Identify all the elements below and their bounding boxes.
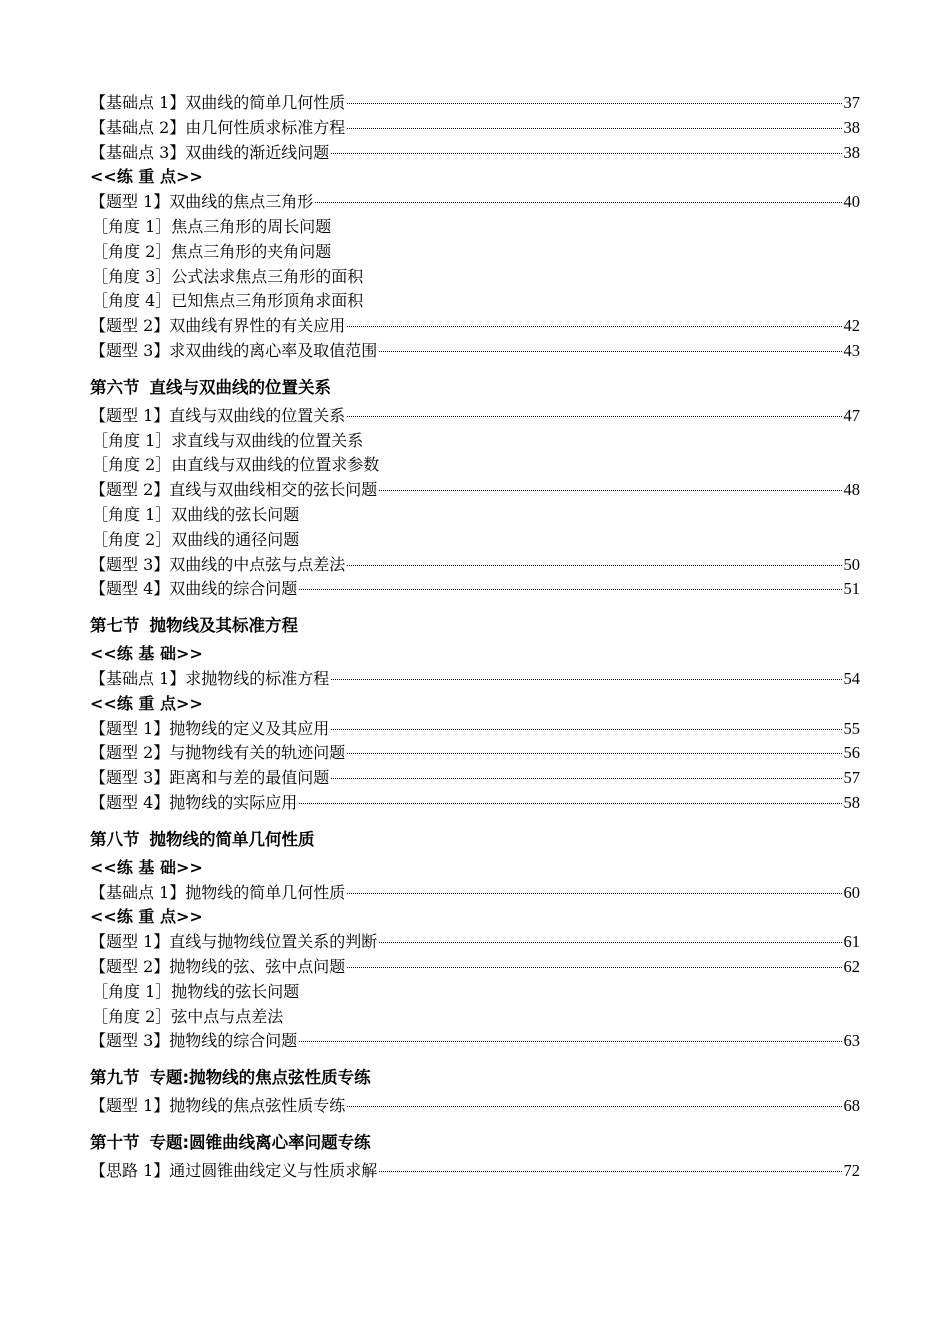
toc-sub-entry[interactable] [90,503,860,528]
toc-sub-entry-label: ［角度 1］双曲线的弦长问题 [92,504,300,524]
dot-leader [347,753,841,754]
toc-sub-entry-label: ［角度 2］由直线与双曲线的位置求参数 [92,455,380,475]
toc-page-number: 68 [843,1096,860,1116]
practice-label [90,165,860,190]
section-title: 专题:圆锥曲线离心率问题专练 [149,1132,371,1152]
toc-sub-entry[interactable] [90,1005,860,1030]
dot-leader [299,1041,841,1042]
practice-label [90,856,860,881]
toc-page-number: 48 [843,480,860,500]
toc-sub-entry[interactable] [90,980,860,1005]
toc-page-number: 43 [843,340,860,360]
toc-sub-entry-label: ［角度 2］焦点三角形的夹角问题 [92,241,332,261]
toc-page-number: 61 [843,932,860,952]
toc-entry-label: 【题型 4】抛物线的实际应用 [90,792,298,812]
toc-entry-label: 【题型 2】双曲线有界性的有关应用 [90,316,346,336]
toc-page-number: 50 [843,554,860,574]
toc-entry[interactable] [90,766,860,791]
toc-entry-label: 【基础点 1】求抛物线的标准方程 [90,668,330,688]
toc-sub-entry[interactable] [90,215,860,240]
toc-sub-entry[interactable] [90,265,860,290]
dot-leader [315,202,841,203]
dot-leader [379,490,841,491]
section-number: 第九节 [90,1068,140,1088]
toc-sub-entry[interactable] [90,240,860,265]
toc-page-number: 63 [843,1031,860,1051]
toc-entry-label: 【题型 1】直线与双曲线的位置关系 [90,405,346,425]
practice-label [90,642,860,667]
toc-page-number: 38 [843,117,860,137]
toc-entry[interactable] [90,667,860,692]
dot-leader [347,103,841,104]
toc-sub-entry-label: ［角度 3］公式法求焦点三角形的面积 [92,266,364,286]
toc-entry[interactable] [90,881,860,906]
dot-leader [379,351,841,352]
dot-leader [347,967,841,968]
toc-entry[interactable] [90,91,860,116]
section-number: 第七节 [90,616,140,636]
toc-page-number: 62 [843,956,860,976]
section-number: 第八节 [90,829,140,849]
dot-leader [331,679,841,680]
toc-page-number: 58 [843,792,860,812]
toc-entry-label: 【题型 1】双曲线的焦点三角形 [90,192,314,212]
toc-entry[interactable] [90,791,860,816]
toc-page-number: 47 [843,405,860,425]
toc-entry-label: 【题型 3】求双曲线的离心率及取值范围 [90,340,378,360]
toc-entry-label: 【题型 3】距离和与差的最值问题 [90,768,330,788]
toc-entry-label: 【基础点 2】由几何性质求标准方程 [90,117,346,137]
dot-leader [347,565,841,566]
toc-sub-entry-label: ［角度 2］双曲线的通径问题 [92,529,300,549]
toc-entry[interactable] [90,141,860,166]
toc-sub-entry-label: ［角度 1］求直线与双曲线的位置关系 [92,430,364,450]
toc-entry-label: 【题型 2】抛物线的弦、弦中点问题 [90,956,346,976]
toc-entry-label: 【题型 2】与抛物线有关的轨迹问题 [90,743,346,763]
toc-entry-label: 【题型 2】直线与双曲线相交的弦长问题 [90,480,378,500]
toc-entry[interactable] [90,478,860,503]
toc-sub-entry[interactable] [90,289,860,314]
dot-leader [347,128,841,129]
section-number: 第十节 [90,1132,140,1152]
dot-leader [331,778,841,779]
toc-page-number: 51 [843,579,860,599]
practice-label-text: <<练 重 点>> [90,907,203,927]
toc-entry[interactable] [90,1094,860,1119]
toc-entry[interactable] [90,955,860,980]
toc-entry[interactable] [90,930,860,955]
toc-sub-entry[interactable] [90,528,860,553]
toc-page-number: 40 [843,192,860,212]
section-heading [90,1065,860,1091]
dot-leader [347,416,841,417]
table-of-contents [90,91,860,1184]
section-title: 直线与双曲线的位置关系 [149,377,331,397]
practice-label-text: <<练 基 础>> [90,857,203,877]
dot-leader [347,893,841,894]
practice-label [90,905,860,930]
toc-entry[interactable] [90,339,860,364]
dot-leader [331,153,841,154]
toc-sub-entry[interactable] [90,453,860,478]
toc-entry-label: 【基础点 3】双曲线的渐近线问题 [90,142,330,162]
toc-sub-entry-label: ［角度 1］焦点三角形的周长问题 [92,216,332,236]
toc-entry-label: 【题型 1】直线与抛物线位置关系的判断 [90,932,378,952]
toc-entry-label: 【题型 3】双曲线的中点弦与点差法 [90,554,346,574]
section-heading [90,1130,860,1156]
toc-entry[interactable] [90,314,860,339]
toc-sub-entry[interactable] [90,429,860,454]
toc-page-number: 54 [843,668,860,688]
toc-entry[interactable] [90,717,860,742]
toc-entry[interactable] [90,1159,860,1184]
practice-label-text: <<练 重 点>> [90,693,203,713]
toc-page-number: 38 [843,142,860,162]
toc-page-number: 60 [843,882,860,902]
section-number: 第六节 [90,377,140,397]
toc-page-number: 55 [843,718,860,738]
toc-entry[interactable] [90,190,860,215]
toc-page-number: 42 [843,316,860,336]
toc-page-number: 56 [843,743,860,763]
toc-entry-label: 【题型 4】双曲线的综合问题 [90,579,298,599]
dot-leader [347,326,841,327]
toc-entry[interactable] [90,116,860,141]
toc-entry-label: 【题型 3】抛物线的综合问题 [90,1031,298,1051]
practice-label-text: <<练 基 础>> [90,644,203,664]
toc-entry-label: 【基础点 1】抛物线的简单几何性质 [90,882,346,902]
toc-page-number: 37 [843,93,860,112]
practice-label [90,692,860,717]
section-heading [90,613,860,639]
section-heading [90,375,860,401]
toc-entry[interactable] [90,741,860,766]
toc-entry[interactable] [90,1029,860,1054]
toc-sub-entry-label: ［角度 1］抛物线的弦长问题 [92,981,300,1001]
practice-label-text: <<练 重 点>> [90,167,203,187]
dot-leader [331,729,841,730]
section-title: 专题:抛物线的焦点弦性质专练 [149,1068,371,1088]
toc-entry[interactable] [90,553,860,578]
section-heading [90,827,860,853]
toc-page-number: 57 [843,768,860,788]
toc-sub-entry-label: ［角度 2］弦中点与点差法 [92,1006,284,1026]
section-title: 抛物线的简单几何性质 [149,829,315,849]
toc-entry-label: 【思路 1】通过圆锥曲线定义与性质求解 [90,1160,378,1180]
toc-entry-label: 【基础点 1】双曲线的简单几何性质 [90,93,346,112]
toc-entry-label: 【题型 1】抛物线的定义及其应用 [90,718,330,738]
toc-page-number: 72 [843,1160,860,1180]
dot-leader [379,942,841,943]
dot-leader [299,803,841,804]
dot-leader [347,1106,841,1107]
toc-sub-entry-label: ［角度 4］已知焦点三角形顶角求面积 [92,291,364,311]
toc-entry-label: 【题型 1】抛物线的焦点弦性质专练 [90,1096,346,1116]
dot-leader [299,589,841,590]
toc-entry[interactable] [90,577,860,602]
toc-entry[interactable] [90,404,860,429]
section-title: 抛物线及其标准方程 [149,616,298,636]
dot-leader [379,1171,841,1172]
